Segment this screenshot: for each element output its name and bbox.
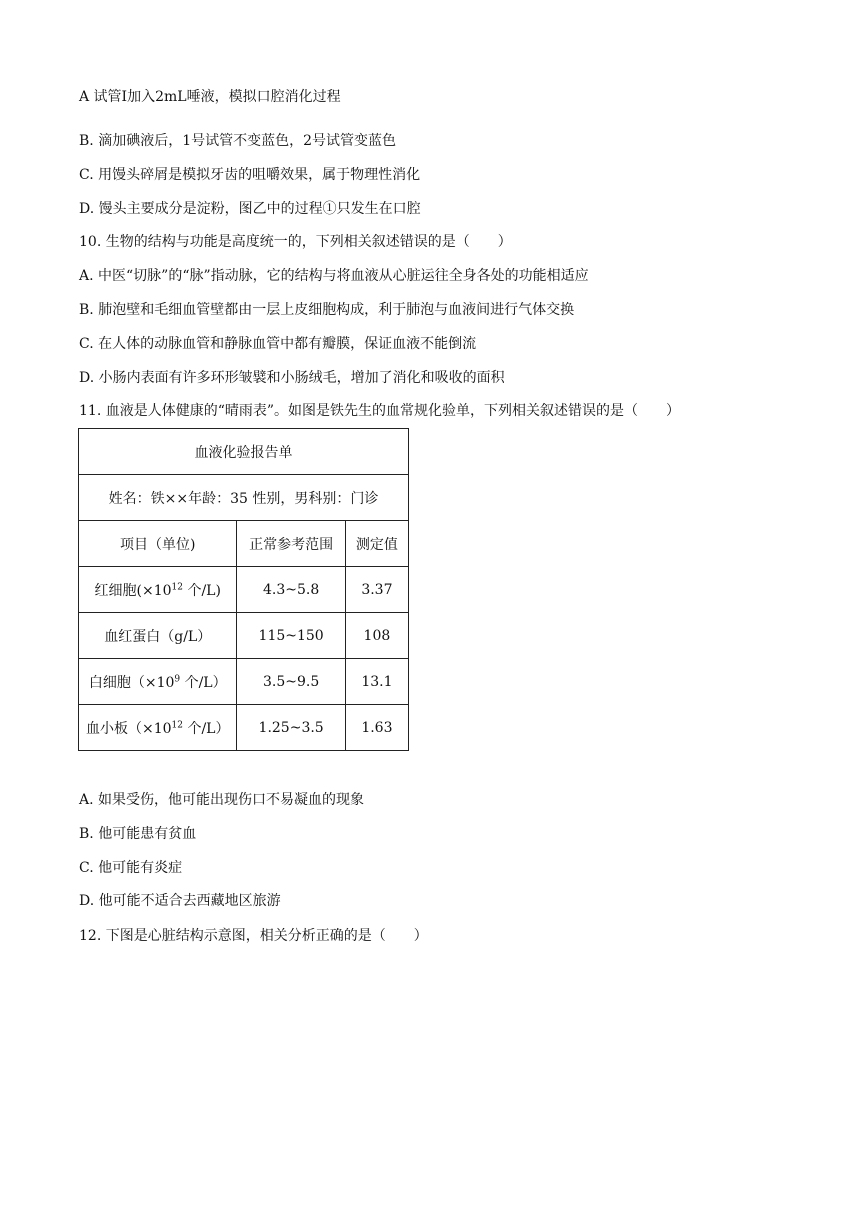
report-item: 白细胞（$\times 10^9$ 个/L） (79, 659, 237, 705)
q11-option-d: D. 他可能不适合去西藏地区旅游 (79, 893, 281, 909)
table-row (79, 659, 409, 705)
report-title: 血液化验报告单 (79, 429, 409, 475)
table-row (79, 613, 409, 659)
q9-option-a: A 试管Ⅰ加入2mL唾液，模拟口腔消化过程 (79, 89, 341, 105)
report-item: 血红蛋白（g/L） (79, 613, 237, 659)
table-row (79, 705, 409, 751)
report-value: 13.1 (345, 659, 408, 705)
q10-option-c: C. 在人体的动脉血管和静脉血管中都有瓣膜，保证血液不能倒流 (79, 336, 477, 352)
report-header-value: 测定值 (345, 521, 408, 567)
report-item: 红细胞($\times 10^{12}$ 个/L) (79, 567, 237, 613)
q11-option-a: A. 如果受伤，他可能出现伤口不易凝血的现象 (79, 792, 365, 808)
q10-option-a: A. 中医“切脉”的“脉”指动脉，它的结构与将血液从心脏运往全身各处的功能相适应 (79, 268, 589, 284)
report-item: 血小板（$\times 10^{12}$ 个/L） (79, 705, 237, 751)
q11-option-b: B. 他可能患有贫血 (79, 826, 197, 842)
report-patient-info: 姓名：铁××年龄：35 性别，男科别：门诊 (79, 475, 409, 521)
q9-option-b: B. 滴加碘液后，1号试管不变蓝色，2号试管变蓝色 (79, 133, 397, 149)
q12-stem: 12. 下图是心脏结构示意图，相关分析正确的是（ ） (79, 928, 428, 944)
report-value: 108 (345, 613, 408, 659)
q9-option-d: D. 馒头主要成分是淀粉，图乙中的过程①只发生在口腔 (79, 201, 421, 217)
report-header-range: 正常参考范围 (237, 521, 345, 567)
report-range: 4.3~5.8 (237, 567, 345, 613)
report-value: 1.63 (345, 705, 408, 751)
table-row (79, 567, 409, 613)
report-range: 1.25~3.5 (237, 705, 345, 751)
report-header-item: 项目（单位) (79, 521, 237, 567)
q11-stem: 11. 血液是人体健康的“晴雨表”。如图是铁先生的血常规化验单，下列相关叙述错误的是（ ） (79, 403, 681, 419)
q10-option-b: B. 肺泡壁和毛细血管壁都由一层上皮细胞构成，利于肺泡与血液间进行气体交换 (79, 302, 575, 318)
q11-option-c: C. 他可能有炎症 (79, 860, 183, 876)
q10-option-d: D. 小肠内表面有许多环形皱襞和小肠绒毛，增加了消化和吸收的面积 (79, 370, 505, 386)
q10-stem: 10. 生物的结构与功能是高度统一的，下列相关叙述错误的是（ ） (79, 234, 512, 250)
report-range: 115~150 (237, 613, 345, 659)
report-value: 3.37 (345, 567, 408, 613)
q9-option-c: C. 用馒头碎屑是模拟牙齿的咀嚼效果，属于物理性消化 (79, 167, 421, 183)
blood-test-report-table (78, 428, 409, 751)
report-range: 3.5~9.5 (237, 659, 345, 705)
